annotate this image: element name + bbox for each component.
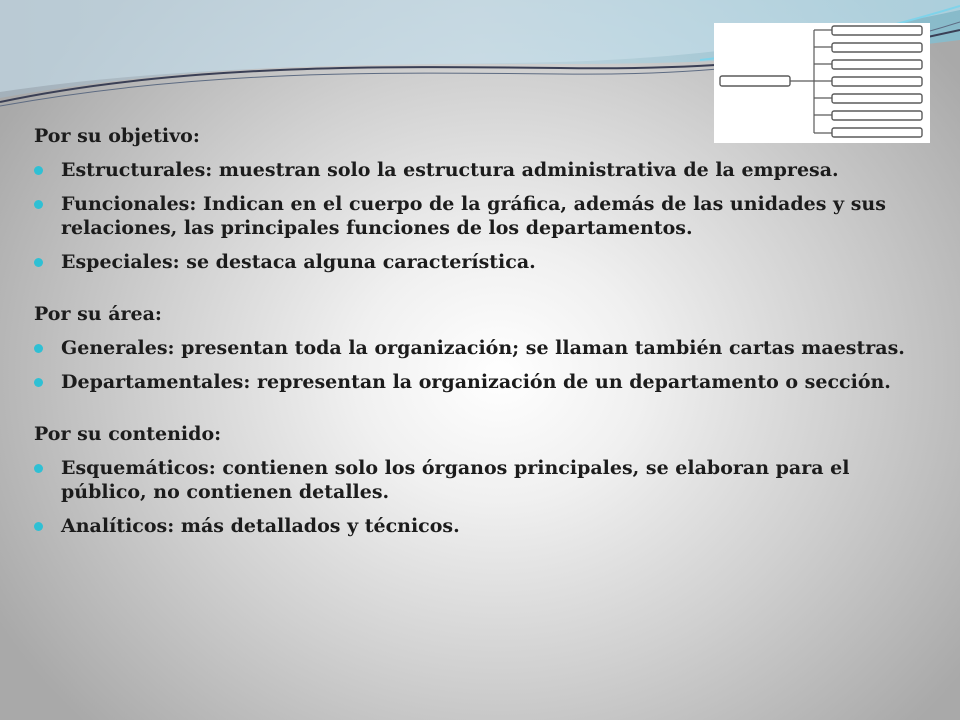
bullet-list [34, 158, 934, 274]
bullet-item: Analíticos: más detallados y técnicos. [34, 514, 934, 538]
bullet-item: Esquemáticos: contienen solo los órganos principales, se elaboran para el público, no contienen detalles. [34, 456, 934, 504]
bullet-item: Estructurales: muestran solo la estructura administrativa de la empresa. [34, 158, 934, 182]
bullet-item: Generales: presentan toda la organización; se llaman también cartas maestras. [34, 336, 934, 360]
bullet-list [34, 456, 934, 538]
section-title: Por su objetivo: [34, 125, 200, 147]
section-title: Por su contenido: [34, 423, 222, 445]
bullet-item: Funcionales: Indican en el cuerpo de la gráfica, además de las unidades y sus relaciones, las principales funciones de los departamentos. [34, 192, 934, 240]
bullet-list [34, 336, 934, 394]
section-contenido [34, 422, 934, 538]
section-title: Por su área: [34, 303, 162, 325]
slide-content [34, 120, 934, 566]
bullet-item: Departamentales: representan la organización de un departamento o sección. [34, 370, 934, 394]
section-area [34, 302, 934, 394]
bullet-item: Especiales: se destaca alguna característica. [34, 250, 934, 274]
section-objetivo [34, 124, 934, 274]
